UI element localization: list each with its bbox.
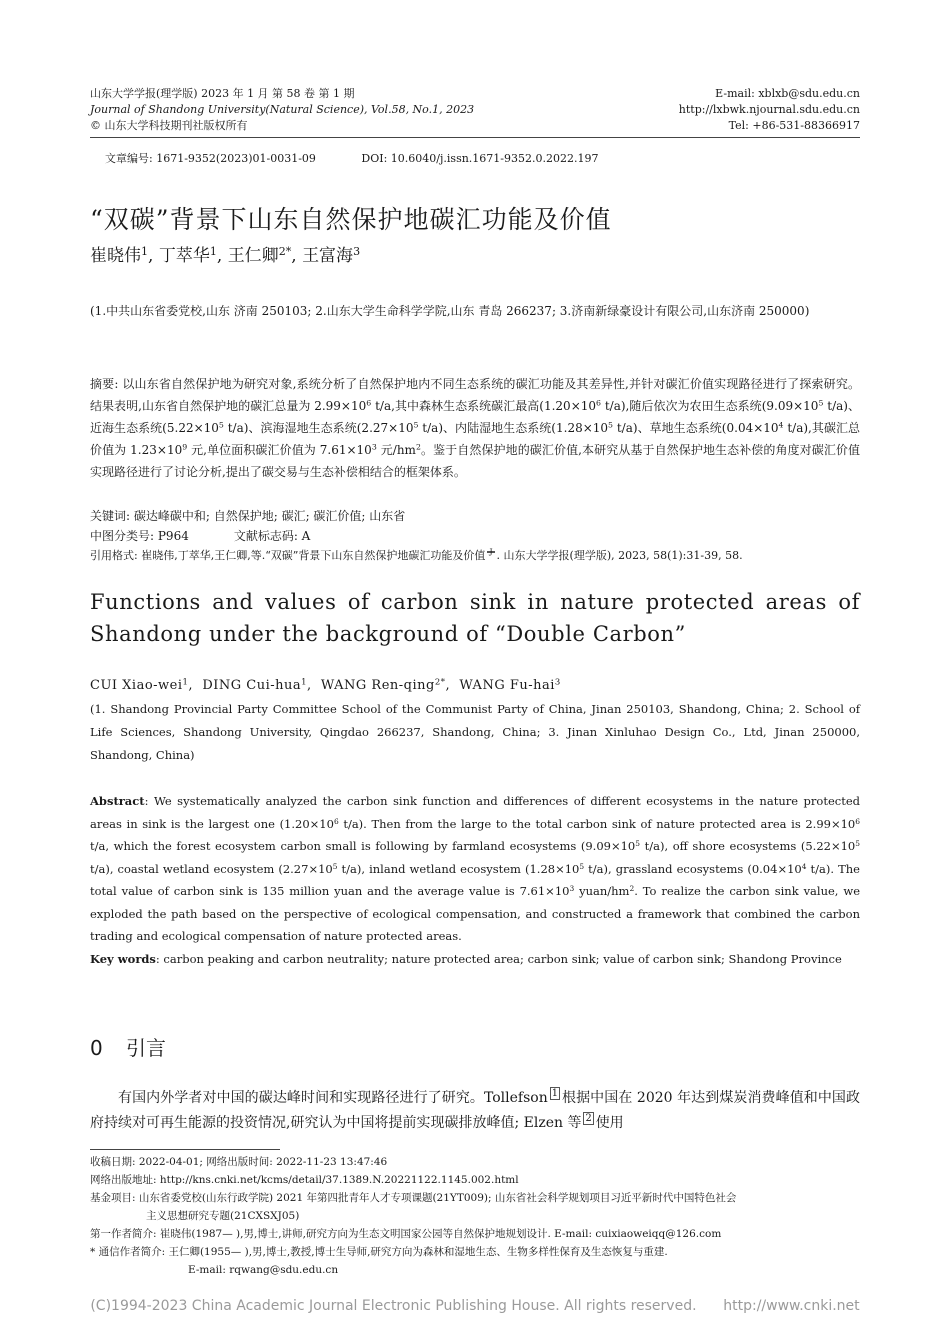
author-affil-mark: 2* — [434, 676, 446, 687]
journal-name-en: Journal of Shandong University(Natural Science), Vol.58, No.1, 2023 — [90, 103, 475, 116]
corresponding-author-info: * 通信作者简介: 王仁卿(1955— ),男,博士,教授,博士生导师,研究方向为森林和湿地生态、生物多样性保育及生态恢复与重建. — [90, 1246, 668, 1258]
abstract-en — [90, 790, 860, 948]
journal-copyright: © 山东大学科技期刊社版权所有 — [90, 119, 248, 132]
author-affil-mark: 3 — [353, 244, 361, 258]
abstract-text: t/a). The total value of carbon sink is 135 million yuan and the average value is 7.61×10 — [90, 861, 860, 898]
exponent: 5 — [332, 861, 338, 871]
citation-text: 引用格式: 崔晓伟,丁萃华,王仁卿,等.“双碳”背景下山东自然保护地碳汇功能及价值 — [90, 549, 486, 562]
body-text: 有国内外学者对中国的碳达峰时间和实现路径进行了研究。Tollefson — [118, 1090, 548, 1106]
exponent: 5 — [855, 838, 860, 848]
author-affil-mark: 1 — [301, 676, 308, 687]
author-name: WANG Ren-qing — [320, 678, 435, 693]
author-name: 王仁卿 — [227, 246, 279, 266]
fund-info: 基金项目: 山东省委党校(山东行政学院) 2021 年第四批青年人才专项课题(21YT009); 山东省社会科学规划项目习近平新时代中国特色社会 — [90, 1192, 737, 1204]
clc-number: 中图分类号: P964 — [90, 529, 189, 543]
exponent: 6 — [333, 816, 339, 826]
abstract-text: t/a, which the forest ecosystem carbon small is following by farmland ecosystems (9.09×10 — [90, 839, 636, 853]
exponent: 9 — [182, 442, 188, 452]
reference-mark[interactable]: 2 — [585, 1113, 592, 1125]
article-number: 文章编号: 1671-9352(2023)01-0031-09 — [105, 152, 316, 165]
body-paragraph — [90, 1086, 860, 1136]
journal-header-left — [90, 86, 474, 134]
first-author-info: 第一作者简介: 崔晓伟(1987— ),男,博士,讲师,研究方向为生态文明国家公园等自然保护地规划设计. E-mail: cuixiaoweiqq@126.com — [90, 1228, 722, 1240]
journal-name-cn: 山东大学学报(理学版) 2023 年 1 月 第 58 卷 第 1 期 — [90, 87, 355, 100]
footnote-rule — [90, 1149, 280, 1150]
abstract-text: t/a), grassland ecosystems (0.04×10 — [584, 861, 802, 876]
abstract-text: 元/hm — [376, 443, 416, 457]
affiliations-cn: (1.中共山东省委党校,山东 济南 250103; 2.山东大学生命科学学院,山东 青岛 266237; 3.济南新绿豪设计有限公司,山东济南 250000) — [90, 304, 810, 318]
document-code: 文献标志码: A — [233, 529, 311, 543]
abstract-label: Abstract — [90, 794, 145, 808]
cnki-url[interactable]: http://www.cnki.net — [723, 1298, 860, 1314]
exponent: 3 — [569, 883, 575, 893]
abstract-cn — [90, 373, 860, 483]
abstract-text: t/a)、内陆湿地生态系统(1.28×10 — [418, 421, 609, 435]
affiliations-en: (1. Shandong Provincial Party Committee School of the Communist Party of China, Jinan 250103, Shandong, China; 2. School of Life Sciences, Shandong University, Qingdao 266237, Shandong, China; 3. Jinan Xinluhao Design Co., Ltd, Jinan 250000, Shandong, China) — [90, 702, 860, 762]
doi: DOI: 10.6040/j.issn.1671-9352.0.2022.197 — [361, 152, 599, 165]
abstract-text: t/a)、草地生态系统(0.04×10 — [613, 421, 779, 435]
abstract-text: t/a). Then from the large to the total carbon sink of nature protected area is 2.99×10 — [338, 816, 856, 831]
journal-tel: Tel: +86-531-88366917 — [728, 119, 860, 132]
author-name: CUI Xiao-wei — [90, 678, 183, 693]
abstract-text: t/a)、滨海湿地生态系统(2.27×10 — [223, 421, 414, 435]
author-name: WANG Fu-hai — [459, 678, 555, 693]
received-date: 收稿日期: 2022-04-01; 网络出版时间: 2022-11-23 13:47:46 — [90, 1156, 388, 1168]
author-name: 王富海 — [302, 246, 354, 266]
article-info — [105, 152, 640, 166]
author-affil-mark: 1 — [141, 244, 149, 258]
abstract-text: t/a), off shore ecosystems (5.22×10 — [640, 839, 856, 853]
title-cn: “双碳”背景下山东自然保护地碳汇功能及价值 — [90, 205, 612, 234]
exponent: 5 — [818, 398, 824, 408]
keywords-cn: 关键词: 碳达峰碳中和; 自然保护地; 碳汇; 碳汇价值; 山东省 — [90, 509, 406, 523]
abstract-text: yuan/hm — [574, 884, 630, 898]
authors-cn: 崔晓伟$^1$, 丁萃华$^1$, 王仁卿$^{2*}$, 王富海$^3$ — [90, 244, 361, 266]
corresponding-email: E-mail: rqwang@sdu.edu.cn — [188, 1264, 339, 1276]
exponent: 5 — [218, 420, 224, 430]
exponent: 2 — [629, 883, 635, 893]
abstract-text: . To realize the carbon sink value, we exploded the path based on the perspective of ecological compensation, and constructed a framework that combined the carbon trading and ecological compensation of nature protected areas. — [90, 884, 860, 943]
keywords-en — [90, 949, 860, 969]
author-name: 丁萃华 — [158, 246, 210, 266]
keywords-label: Key words — [90, 952, 156, 966]
exponent: 6 — [366, 398, 372, 408]
abstract-text: 摘要: 以山东省自然保护地为研究对象,系统分析了自然保护地内不同生态系统的碳汇功能及其差异性,并针对碳汇价值实现路径进行了探索研究。结果表明,山东省自然保护地的碳汇总量为 2.99×10 — [90, 377, 860, 413]
section-number: 0 — [90, 1036, 103, 1060]
author-name: 崔晓伟 — [90, 246, 141, 266]
exponent: 5 — [635, 838, 641, 848]
abstract-text: 元,单位面积碳汇价值为 7.61×10 — [187, 443, 372, 457]
abstract-text: t/a), inland wetland ecosystem (1.28×10 — [337, 861, 580, 876]
exponent: 5 — [579, 861, 585, 871]
abstract-text: t/a,其中森林生态系统碳汇最高(1.20×10 — [371, 399, 597, 413]
author-name: DING Cui-hua — [202, 678, 302, 693]
exponent: 4 — [801, 861, 807, 871]
exponent: 4 — [778, 420, 784, 430]
journal-email: E-mail: xblxb@sdu.edu.cn — [715, 87, 860, 100]
meta-lines-cn — [90, 506, 860, 566]
cnki-copyright-footer — [0, 1297, 950, 1315]
exponent: 5 — [608, 420, 614, 430]
title-en: Functions and values of carbon sink in nature protected areas of Shandong under the background of “Double Carbon” — [90, 590, 860, 646]
abstract-text: : We systematically analyzed the carbon sink function and differences of different ecosystems in the nature protected areas in sink is the largest one (1.20×10 — [90, 794, 860, 831]
author-affil-mark: 1 — [182, 676, 189, 687]
section-title: 引言 — [126, 1036, 166, 1060]
author-affil-mark: 2* — [278, 244, 292, 258]
exponent: 6 — [596, 398, 601, 408]
author-affil-mark: 1 — [209, 244, 217, 258]
fund-info-cont: 主义思想研究专题(21CXSXJ05) — [146, 1210, 300, 1222]
body-text: 根据中国在 2020 年达到煤炭消费峰值和中国政府持续对可再生能源的投资情况,研究认为中国将提前实现碳排放峰值; Elzen 等 — [90, 1090, 861, 1131]
classification-row — [90, 526, 860, 546]
header-rule — [90, 137, 860, 138]
exponent: 2 — [415, 442, 421, 452]
abstract-text: t/a),随后依次为农田生态系统(9.09×10 — [601, 399, 819, 413]
author-affil-mark: 3 — [554, 676, 561, 687]
journal-url: http://lxbwk.njournal.sdu.edu.cn — [678, 103, 860, 116]
abstract-text: t/a)、近海生态系统(5.22×10 — [90, 399, 860, 435]
section-heading — [90, 1034, 166, 1062]
citation-format — [90, 546, 860, 566]
citation-type-mark: J — [489, 547, 493, 557]
online-address: 网络出版地址: http://kns.cnki.net/kcms/detail/37.1389.N.20221122.1145.002.html — [90, 1174, 519, 1186]
keywords-text: : carbon peaking and carbon neutrality; nature protected area; carbon sink; value of carbon sink; Shandong Province — [155, 952, 842, 966]
abstract-text: t/a),其碳汇总价值为 1.23×10 — [90, 421, 861, 457]
authors-en: CUI Xiao-wei$^1$, DING Cui-hua$^1$, WANG Ren-qing$^{2*}$, WANG Fu-hai$^3$ — [90, 676, 561, 693]
body-text: 使用 — [595, 1115, 624, 1131]
journal-header-right — [679, 86, 860, 134]
exponent: 5 — [413, 420, 419, 430]
exponent: 3 — [371, 442, 377, 452]
copyright-text: (C)1994-2023 China Academic Journal Electronic Publishing House. All rights reserved. — [90, 1298, 697, 1314]
footnotes — [90, 1153, 860, 1279]
citation-source: . 山东大学学报(理学版), 2023, 58(1):31-39, 58. — [496, 549, 743, 562]
abstract-text: t/a), coastal wetland ecosystem (2.27×10 — [90, 861, 333, 876]
exponent: 6 — [855, 816, 860, 826]
abstract-text: 。鉴于自然保护地的碳汇价值,本研究从基于自然保护地生态补偿的角度对碳汇价值实现路径进行了讨论分析,提出了碳交易与生态补偿相结合的框架体系。 — [90, 443, 861, 479]
reference-mark[interactable]: 1 — [551, 1088, 558, 1100]
